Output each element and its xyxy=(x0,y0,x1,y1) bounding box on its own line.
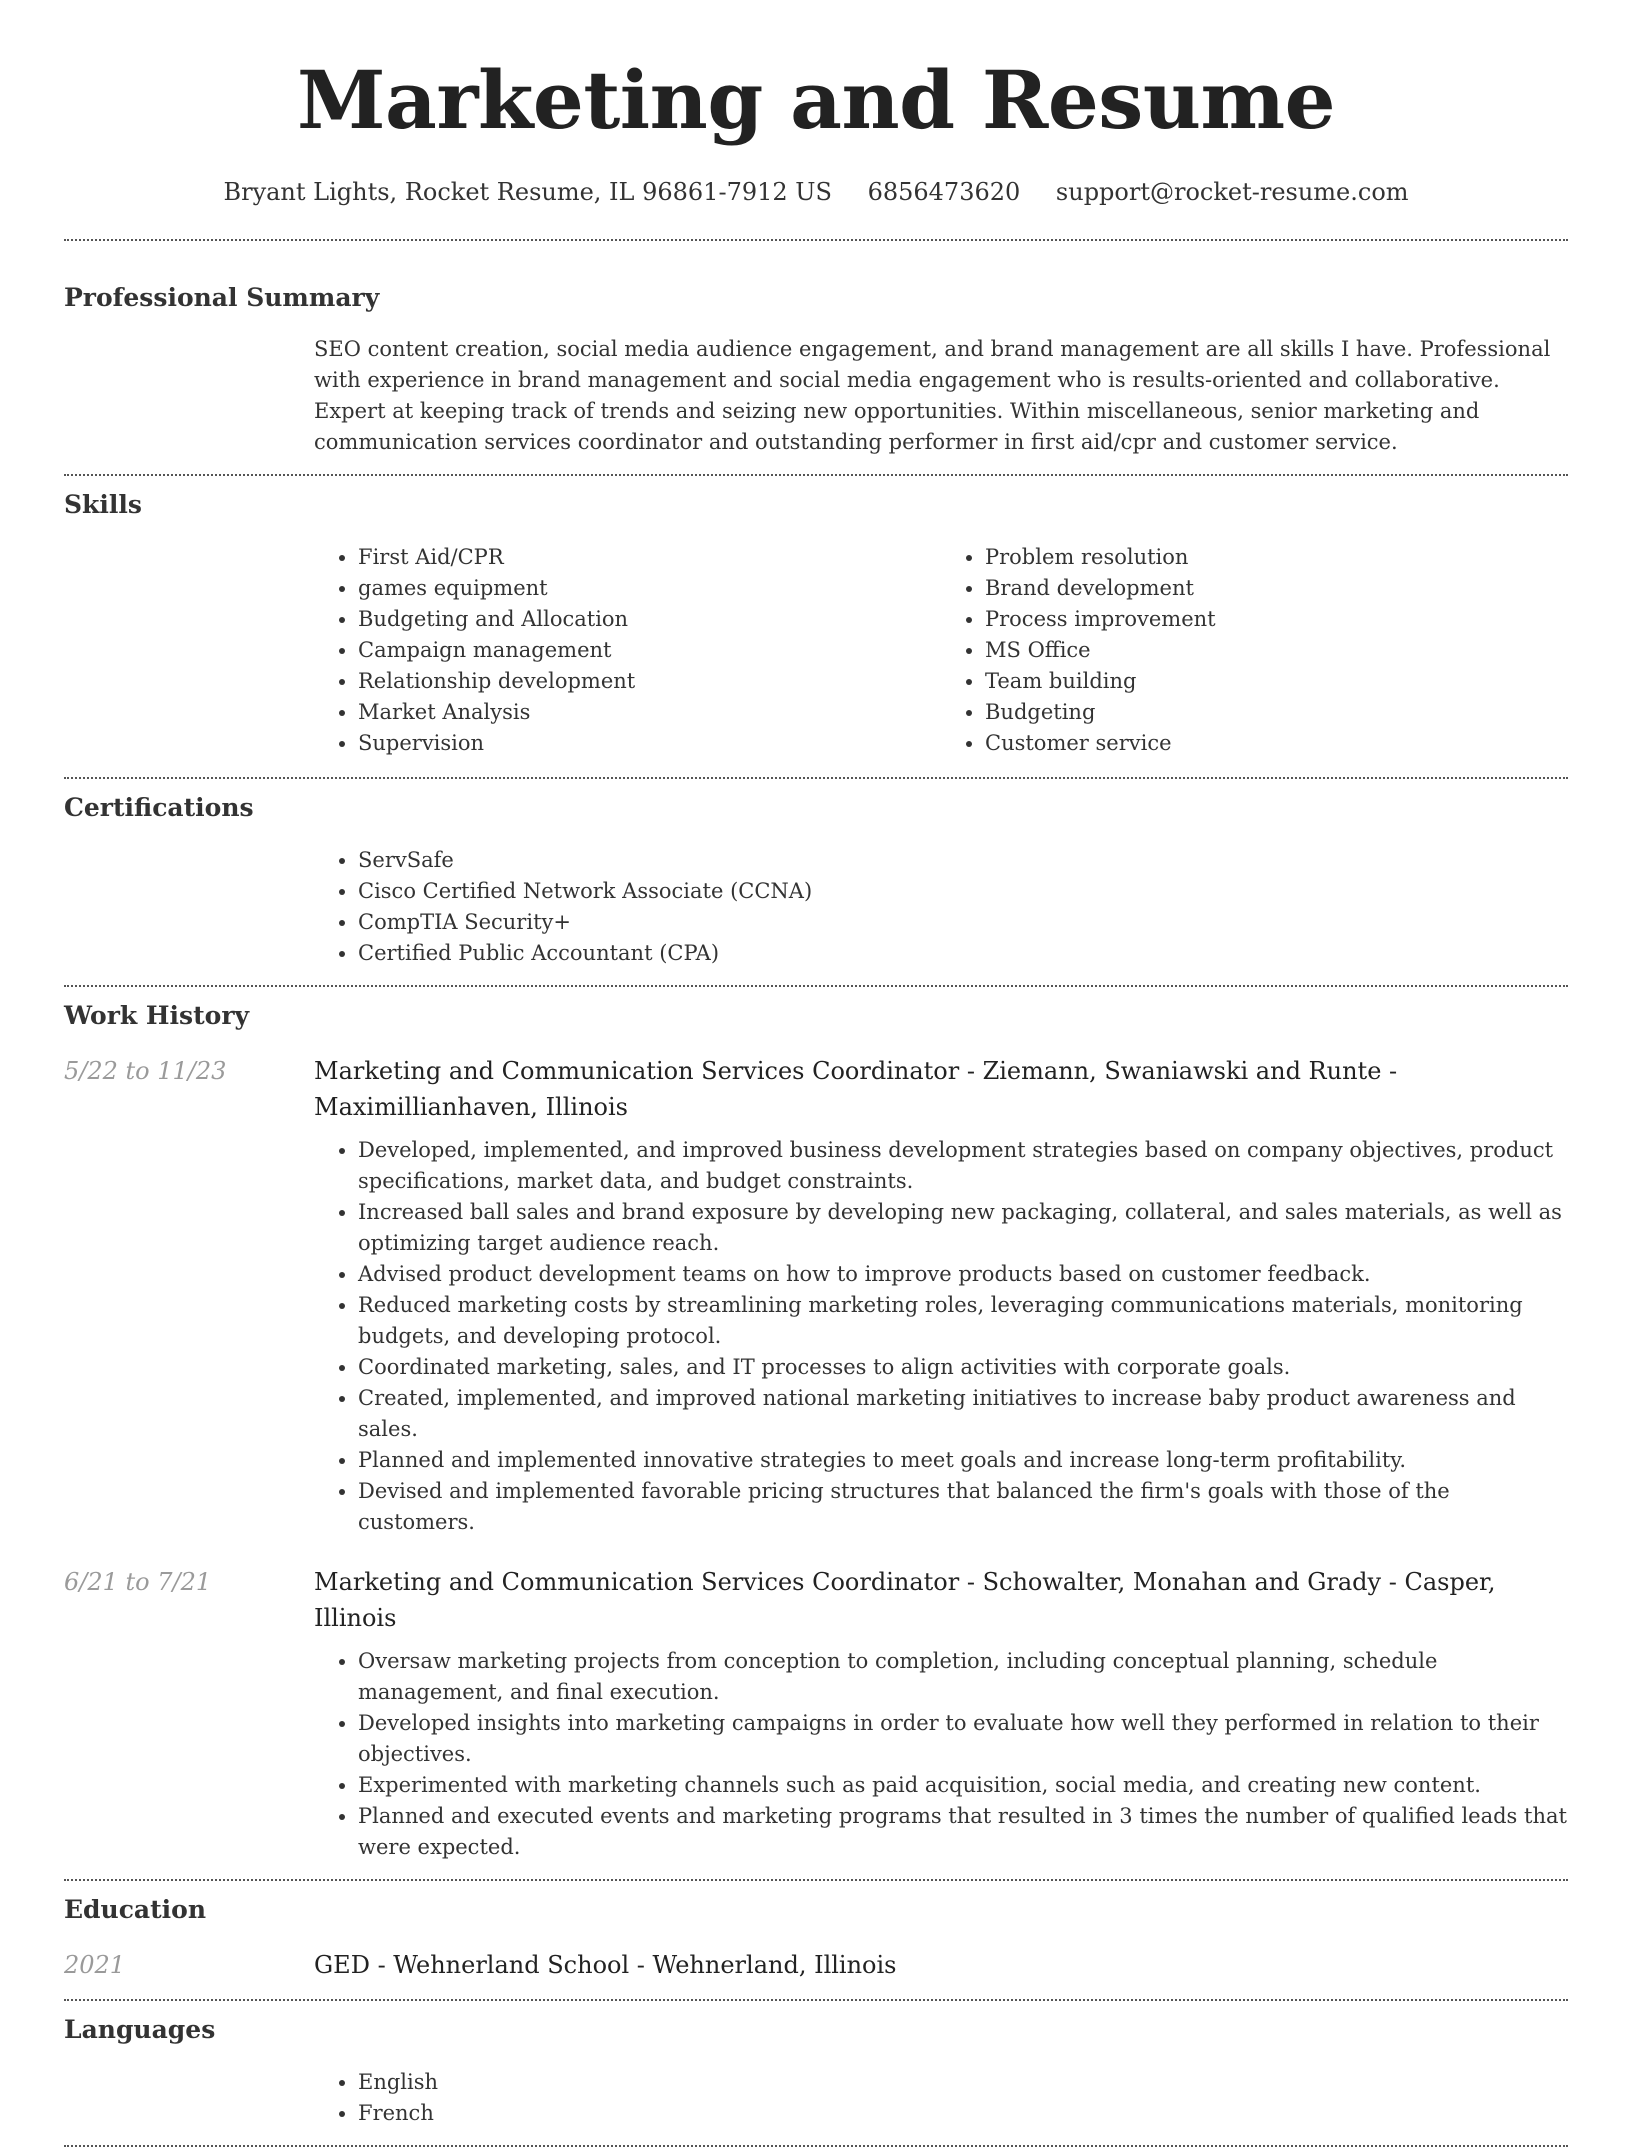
job-bullet: • Oversaw marketing projects from conception to completion, including conceptual planning, schedule management, and final execution. xyxy=(358,1646,1568,1708)
job-title: Marketing and Communication Services Coordinator - Schowalter, Monahan and Grady - Casper, Illinois xyxy=(314,1568,1496,1632)
job-bullets xyxy=(314,1646,1568,1863)
job-bullet: • Coordinated marketing, sales, and IT processes to align activities with corporate goals. xyxy=(358,1352,1568,1383)
skill-item: • MS Office xyxy=(985,635,1568,666)
job-bullets xyxy=(314,1135,1568,1538)
job-bullet: • Advised product development teams on how to improve products based on customer feedback. xyxy=(358,1259,1568,1290)
certification-item: • Certified Public Accountant (CPA) xyxy=(358,938,1568,969)
skill-item: • Customer service xyxy=(985,728,1568,759)
skill-item: • Process improvement xyxy=(985,604,1568,635)
summary-section xyxy=(64,241,1568,474)
certifications-body xyxy=(314,845,1568,969)
skill-item: • Team building xyxy=(985,666,1568,697)
job-bullet: • Increased ball sales and brand exposure by developing new packaging, collateral, and sales materials, as well as optimizing target audience reach. xyxy=(358,1197,1568,1259)
certification-item: • Cisco Certified Network Associate (CCNA) xyxy=(358,876,1568,907)
certification-item: • CompTIA Security+ xyxy=(358,907,1568,938)
job-title: Marketing and Communication Services Coordinator - Ziemann, Swaniawski and Runte - Maximillianhaven, Illinois xyxy=(314,1057,1398,1121)
contact-line xyxy=(64,178,1568,206)
languages-body xyxy=(314,2067,1568,2129)
skill-item: • Market Analysis xyxy=(358,697,941,728)
job-bullet: • Developed, implemented, and improved business development strategies based on company objectives, product specifications, market data, and budget constraints. xyxy=(358,1135,1568,1197)
skill-item: • Budgeting xyxy=(985,697,1568,728)
education-title: GED - Wehnerland School - Wehnerland, Illinois xyxy=(314,1951,897,1979)
skill-item: • Problem resolution xyxy=(985,542,1568,573)
skill-item: • Brand development xyxy=(985,573,1568,604)
job-bullet: • Experimented with marketing channels such as paid acquisition, social media, and creating new content. xyxy=(358,1770,1568,1801)
skill-item: • First Aid/CPR xyxy=(358,542,941,573)
certification-item: • ServSafe xyxy=(358,845,1568,876)
skills-list-left xyxy=(314,542,941,759)
job-bullet: • Reduced marketing costs by streamlining marketing roles, leveraging communications materials, monitoring budgets, and developing protocol. xyxy=(358,1290,1568,1352)
language-item: • English xyxy=(358,2067,1568,2098)
section-title-education: Education xyxy=(64,1895,207,1924)
section-title-work: Work History xyxy=(64,1001,250,1030)
job-bullet: • Devised and implemented favorable pricing structures that balanced the firm's goals with those of the customers. xyxy=(358,1476,1568,1538)
job-bullet-list xyxy=(314,1646,1568,1863)
education-entry xyxy=(64,1947,1568,1983)
job-entry xyxy=(64,1564,1568,1863)
resume-name: Marketing and Resume xyxy=(296,53,1336,147)
section-title-summary: Professional Summary xyxy=(64,283,380,312)
job-bullet: • Developed insights into marketing campaigns in order to evaluate how well they performed in relation to their objectives. xyxy=(358,1708,1568,1770)
job-entry xyxy=(64,1053,1568,1538)
languages-list xyxy=(314,2067,1568,2129)
skill-item: • Supervision xyxy=(358,728,941,759)
job-bullet: • Planned and executed events and marketing programs that resulted in 3 times the number of qualified leads that were expected. xyxy=(358,1801,1568,1863)
skill-item: • Budgeting and Allocation xyxy=(358,604,941,635)
skills-section xyxy=(64,476,1568,777)
section-title-certifications: Certifications xyxy=(64,793,254,822)
skill-item: • games equipment xyxy=(358,573,941,604)
skill-item: • Relationship development xyxy=(358,666,941,697)
job-bullet: • Created, implemented, and improved national marketing initiatives to increase baby product awareness and sales. xyxy=(358,1383,1568,1445)
certifications-section xyxy=(64,779,1568,985)
contact-email: support@rocket-resume.com xyxy=(1055,178,1409,206)
skill-item: • Campaign management xyxy=(358,635,941,666)
contact-phone: 6856473620 xyxy=(867,178,1021,206)
section-title-languages: Languages xyxy=(64,2015,216,2044)
summary-text: SEO content creation, social media audience engagement, and brand management are all skills I have. Professional with experience in brand management and social media engagement who is results-oriented and collaborative. Expert at keeping track of trends and seizing new opportunities. Within miscellaneous, senior marketing and communication services coordinator and outstanding performer in first aid/cpr and customer service. xyxy=(314,337,1551,454)
section-title-skills: Skills xyxy=(64,490,142,519)
skills-grid xyxy=(314,542,1568,759)
education-date: 2021 xyxy=(64,1951,126,1979)
job-date: 6/21 to 7/21 xyxy=(64,1568,212,1596)
education-section xyxy=(64,1881,1568,1999)
contact-address: Bryant Lights, Rocket Resume, IL 96861-7912 US xyxy=(223,178,832,206)
job-bullet: • Planned and implemented innovative strategies to meet goals and increase long-term profitability. xyxy=(358,1445,1568,1476)
certifications-list xyxy=(314,845,1568,969)
job-date: 5/22 to 11/23 xyxy=(64,1057,227,1085)
job-bullet-list xyxy=(314,1135,1568,1538)
work-section xyxy=(64,987,1568,1879)
skills-list-right xyxy=(941,542,1568,759)
languages-section xyxy=(64,2001,1568,2145)
language-item: • French xyxy=(358,2098,1568,2129)
